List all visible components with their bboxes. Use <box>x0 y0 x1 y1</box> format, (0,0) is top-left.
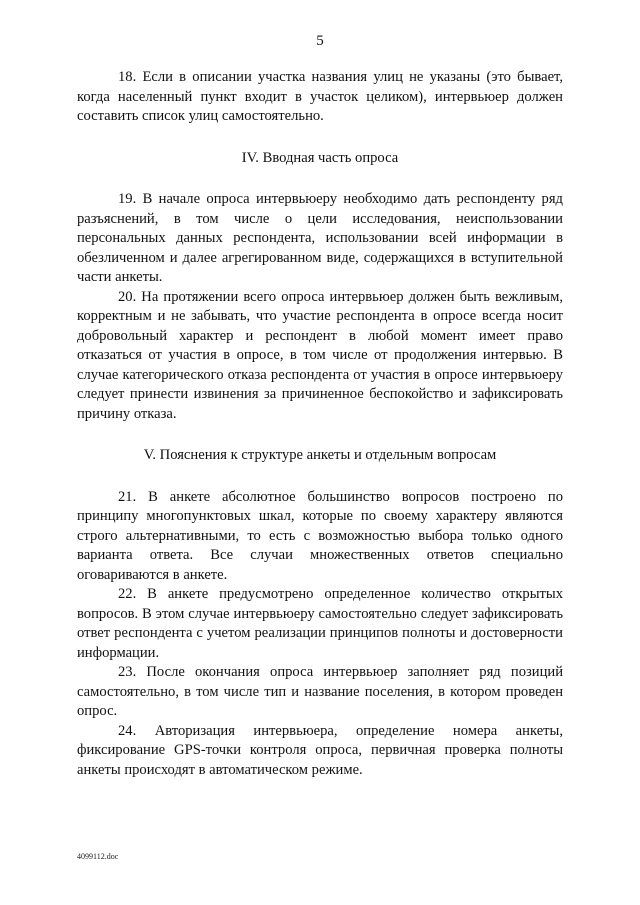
paragraph-24: 24. Авторизация интервьюера, определение номера анкеты, фиксирование GPS-точки контроля опроса, первичная проверка полноты анкеты происходят в автоматическом режиме. <box>77 722 563 778</box>
paragraph-18: 18. Если в описании участка названия улиц не указаны (это бывает, когда населенный пункт входит в участок целиком), интервьюер должен составить список улиц самостоятельно. <box>77 69 563 124</box>
paragraph-20: 20. На протяжении всего опроса интервьюер должен быть вежливым, корректным и не забывать, что участие респондента в опросе всегда носит добровольный характер и респондент в любой момент имеет право отказаться от участия в опросе, в том числе от продолжения интервью. В случае категорического отказа респондента от участия в опросе интервьюеру следует принести извинения за причиненное беспокойство и зафиксировать причину отказа. <box>77 288 563 422</box>
paragraph-21: 21. В анкете абсолютное большинство вопросов построено по принципу многопунктовых шкал, которые по своему характеру являются строго альтернативными, то есть с возможностью выбора только одного варианта ответа. Все случаи множественных ответов специально оговариваются в анкете. <box>77 488 563 583</box>
section-heading-iv: IV. Вводная часть опроса <box>241 149 399 166</box>
document-body <box>77 68 563 780</box>
footer-filename: 4099112.doc <box>77 852 119 861</box>
section-heading-v: V. Пояснения к структуре анкеты и отдельным вопросам <box>143 447 497 463</box>
paragraph-22: 22. В анкете предусмотрено определенное количество открытых вопросов. В этом случае интервьюеру самостоятельно следует зафиксировать ответ респондента с учетом реализации принципов полноты и достоверности информации. <box>77 586 563 661</box>
page-number: 5 <box>316 33 324 49</box>
paragraph-19: 19. В начале опроса интервьюеру необходимо дать респонденту ряд разъяснений, в том числе о цели исследования, неиспользовании персональных данных респондента, использовании всей информации в обезличенном и далее агрегированном виде, содержащихся в вступительной части анкеты. <box>77 191 563 285</box>
paragraph-23: 23. После окончания опроса интервьюер заполняет ряд позиций самостоятельно, в том числе тип и название поселения, в котором проведен опрос. <box>77 664 563 719</box>
